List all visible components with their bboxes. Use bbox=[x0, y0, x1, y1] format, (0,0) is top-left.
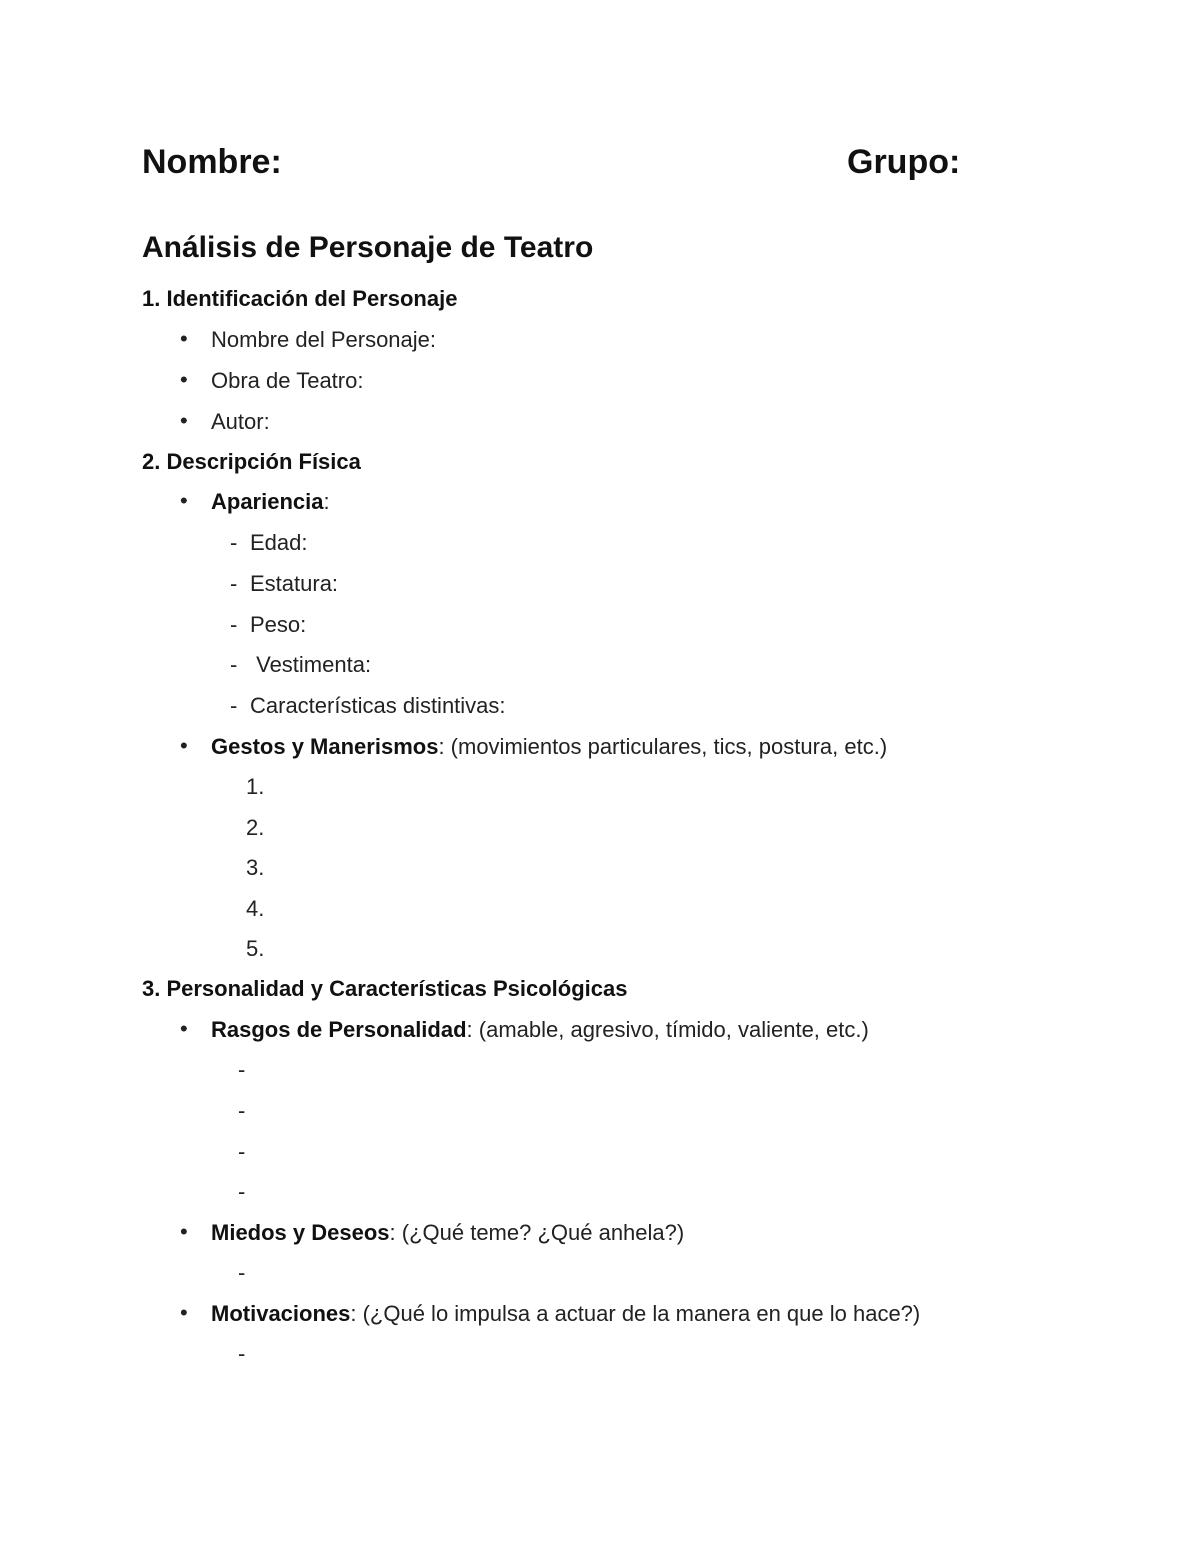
dash-marker: - bbox=[230, 530, 238, 555]
sub-item: Características distintivas: bbox=[250, 693, 506, 718]
gestos-item bbox=[211, 736, 887, 758]
section-heading-3: 3. Personalidad y Características Psicológicas bbox=[142, 976, 628, 1001]
list-item: Autor: bbox=[211, 409, 270, 434]
bullet-icon: • bbox=[180, 733, 188, 758]
dash-marker: - bbox=[230, 571, 238, 596]
rasgos-item bbox=[211, 1019, 869, 1041]
dash-marker: - bbox=[230, 652, 238, 677]
bullet-icon: • bbox=[180, 1300, 188, 1325]
motivaciones-label: Motivaciones bbox=[211, 1301, 351, 1326]
blank-dash-line: - bbox=[238, 1098, 246, 1123]
group-label: Grupo: bbox=[847, 143, 961, 181]
sub-item: Peso: bbox=[250, 612, 307, 637]
blank-dash-line: - bbox=[238, 1341, 246, 1366]
blank-dash-line: - bbox=[238, 1260, 246, 1285]
rasgos-label: Rasgos de Personalidad bbox=[211, 1017, 467, 1042]
blank-dash-line: - bbox=[238, 1057, 246, 1082]
rasgos-suffix: : (amable, agresivo, tímido, valiente, etc.) bbox=[466, 1017, 869, 1042]
sub-item: Edad: bbox=[250, 530, 308, 555]
sub-item: Vestimenta: bbox=[250, 652, 372, 677]
list-item: Obra de Teatro: bbox=[211, 368, 364, 393]
miedos-item bbox=[211, 1222, 684, 1244]
bullet-icon: • bbox=[180, 367, 188, 392]
bullet-icon: • bbox=[180, 488, 188, 513]
numbered-line: 1. bbox=[246, 774, 265, 799]
blank-dash-line: - bbox=[238, 1179, 246, 1204]
list-item: Nombre del Personaje: bbox=[211, 327, 437, 352]
bullet-icon: • bbox=[180, 326, 188, 351]
dash-marker: - bbox=[230, 693, 238, 718]
numbered-line: 5. bbox=[246, 936, 265, 961]
apariencia-item bbox=[211, 491, 330, 513]
blank-dash-line: - bbox=[238, 1139, 246, 1164]
apariencia-label: Apariencia bbox=[211, 489, 324, 514]
numbered-line: 3. bbox=[246, 855, 265, 880]
section-heading-2: 2. Descripción Física bbox=[142, 449, 361, 474]
numbered-line: 2. bbox=[246, 815, 265, 840]
miedos-suffix: : (¿Qué teme? ¿Qué anhela?) bbox=[389, 1220, 685, 1245]
miedos-label: Miedos y Deseos bbox=[211, 1220, 390, 1245]
sub-item: Estatura: bbox=[250, 571, 339, 596]
bullet-icon: • bbox=[180, 408, 188, 433]
dash-marker: - bbox=[230, 612, 238, 637]
section-heading-1: 1. Identificación del Personaje bbox=[142, 286, 458, 311]
bullet-icon: • bbox=[180, 1219, 188, 1244]
gestos-suffix: : (movimientos particulares, tics, postura, etc.) bbox=[438, 734, 888, 759]
numbered-line: 4. bbox=[246, 896, 265, 921]
motivaciones-item bbox=[211, 1303, 920, 1325]
bullet-icon: • bbox=[180, 1016, 188, 1041]
page-title: Análisis de Personaje de Teatro bbox=[142, 231, 594, 264]
name-label: Nombre: bbox=[142, 143, 282, 181]
apariencia-suffix: : bbox=[323, 489, 330, 514]
motivaciones-suffix: : (¿Qué lo impulsa a actuar de la manera en que lo hace?) bbox=[350, 1301, 921, 1326]
gestos-label: Gestos y Manerismos bbox=[211, 734, 439, 759]
